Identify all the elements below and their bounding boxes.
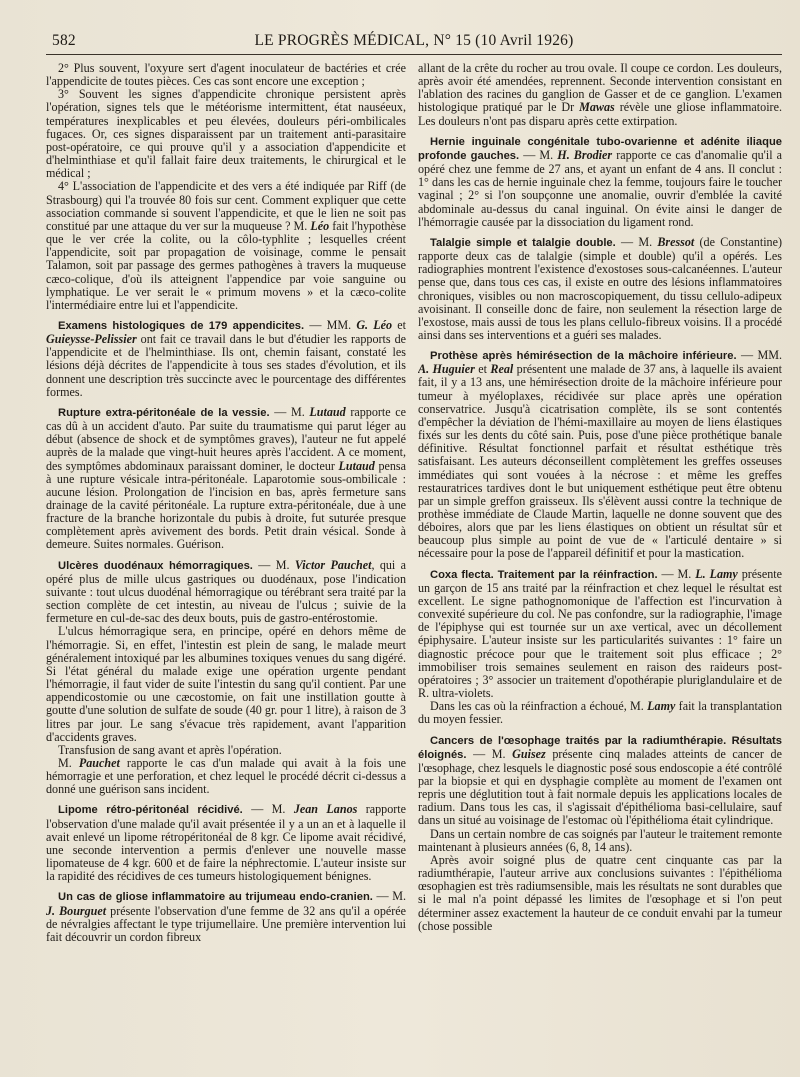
article-heading: Prothèse après hémirésection de la mâchoire inférieure.: [430, 350, 737, 363]
text: révèle une gliose inflammatoire. Les douleurs n'ont pas disparu après cette extirpation.: [418, 100, 782, 128]
article-lipome: [46, 803, 406, 883]
article-heading: Hernie inguinale congénitale tubo-ovarienne et adénite iliaque profonde gauches.: [418, 135, 782, 162]
author-name: Lamy: [647, 699, 676, 714]
text: présente cinq malades atteints de cancer de l'œsophage, chez lesquels le diagnostic posé sous endoscopie a été contrôlé par la biopsie et qui en dysphagie complète au moment de l'examen ont repris une déglutition tout à fait normale depuis les applications locales de radium. Dans tous les cas, il s'agissait d'épithélioma basi-cellulaire, sauf dans un situé au voisinage de l'estomac où l'épithélioma était cylindrique.: [418, 746, 782, 828]
author-name: Guieysse-Pelissier: [46, 332, 137, 347]
article-coxa-flecta: [418, 568, 782, 701]
author-name: Jean Lanos: [293, 802, 358, 817]
text: — M.: [274, 404, 305, 419]
author-name: A. Huguier: [418, 362, 475, 377]
author-name: Lutaud: [309, 404, 346, 419]
author-name: Bressot: [657, 234, 695, 249]
author-name: Victor Pauchet: [294, 557, 372, 572]
left-column: [46, 62, 406, 1062]
paragraph: 3° Souvent les signes d'appendicite chronique persistent après l'opération, signes tels que le météorisme intermittent, état nauséeux, températures inexplicables et peu élevées, douleurs péri-ombilicales fugaces. Or, ces signes disparaissent par un traitement anti-parasitaire post-opératoire, ce qui prouve qu'il y a association d'appendicite et d'helminthiase et qu'il fallait faire deux traitements, le chirurgical et le médical ;: [46, 87, 406, 181]
text: qui a opéré plus de mille ulcus gastriques ou duodénaux, pose l'indication suivante : tout ulcus duodénal hémorragique ou térébrant sera traité par la section complète de cet intestin, au niveau de l'ulcus ; suivie de la fermeture en cul-de-sac des deux bouts, puis de gastro-entérostomie.: [46, 557, 406, 626]
text: — M.: [621, 234, 653, 249]
article-prothese: [418, 349, 782, 561]
paragraph: [418, 700, 782, 726]
article-gliose: [46, 890, 406, 944]
author-name: H. Brodier: [557, 147, 613, 162]
text: 4° L'association de l'appendicite et des vers a été indiquée par Riff (de Strasbourg) qui l'a trouvée 80 fois sur cent. Comment expliquer que cette association commande si souvent l'appendicite, et que le lien ne soit pas constitué par une attaque du ver sur la muqueuse ? M.: [46, 179, 406, 233]
article-ulceres: Ulcères duodénaux hémorragiques. — M. Victor Pauchet, qui a opéré plus de mille ulcus gastriques ou duodénaux, pose l'indication suivante : tout ulcus duodénal hémorragique ou térébrant sera traité par la section complète de cet intestin, au niveau de l'ulcus ; suivie de la fermeture en cul-de-sac des deux bouts, puis de gastro-entérostomie.: [46, 557, 406, 626]
text: rapporte ce cas dû à un accident d'auto. Par suite du traumatisme qui parut léger au début (absence de shock et de symptômes graves), l'auteur ne fut appelé auprès de la malade que vingt-huit heures après l'accident. A ce moment, des symptômes abdominaux paraissant dominer, le docteur: [46, 404, 406, 473]
paragraph: Transfusion de sang avant et après l'opération.: [58, 742, 282, 757]
page-number: 582: [52, 32, 76, 49]
text: présente l'observation d'une femme de 32 ans qu'il a opérée de névralgies affectant le type trijumellaire. Une première intervention lui fait découvrir un cordon fibreux: [46, 903, 406, 944]
text: — M.: [376, 889, 406, 904]
author-name: G. Léo: [356, 317, 393, 332]
author-name: L. Lamy: [695, 566, 738, 581]
text: présentent une malade de 37 ans, à laquelle ils avaient fait, il y a 13 ans, une hémirésection droite de la mâchoire inférieure pour tumeur à myéloplaxes, récidivée sur place après une opération conservatrice. Jusqu'à cicatrisation complète, ils se sont contentés d'empêcher la déviation de l'hémi-maxillaire au moyen de liens élastiques fixés sur les dents du côté sain. Puis, pose d'une pièce prothétique banale définitive. Résultat fonctionnel parfait et résultat esthétique très satisfaisant. Les auteurs déconseillent complètement les greffes osseuses immédiates qui sont vouées à la nécrose : et même les greffes restauratrices tardives dont le but uniquement esthétique peut être obtenu par un simple greffon graisseux. Ils s'élèvent aussi contre la technique de prothèse immédiate de Claude Martin, laquelle ne donne souvent que des déboires, alors que par les liens élastiques on obtient un résultat sûr et beaucoup plus simple au point de vue de « l'articulé dentaire » si nécessaire pour la pose de l'appareil définitif et pour la mastication.: [418, 362, 782, 561]
text: M.: [58, 755, 72, 770]
text: — M.: [258, 557, 290, 572]
article-heading: Un cas de gliose inflammatoire au trijumeau endo-cranien.: [58, 891, 373, 904]
text: et: [478, 362, 487, 377]
article-histologie: [46, 319, 406, 399]
author-name: J. Bourguet: [46, 903, 107, 918]
paragraph: [46, 180, 406, 312]
text: fait la transplantation du moyen fessier.: [418, 699, 782, 727]
article-heading: Examens histologiques de 179 appendicites.: [58, 319, 305, 332]
text: pensa à une rupture vésicale intra-péritonéale. Laparotomie sous-ombilicale : aucune lésion. Prolongation de l'incision en bas, après fermeture sans drainage de la cavité péritonéale. La rupture extra-péritonéale, due à une fracture de la branche horizontale du pubis à droite, fut suturée presque complètement après avivement des bords. Petit drain vésical. Sonde à demeure. Suites normales. Guérison.: [46, 458, 406, 552]
author-name: Lutaud: [338, 458, 375, 473]
article-talalgie: [418, 236, 782, 342]
paragraph: Après avoir soigné plus de quatre cent cinquante cas par la radiumthérapie, l'auteur arrive aux conclusions suivantes : l'épithélioma œsophagien est très radiumsensible, mais les résultats ne sont durables que si le mal n'a point dépassé les limites de l'œsophage et si l'on peut déterminer assez exactement la hauteur de ce conduit envahi par la tumeur (chose possible: [418, 852, 782, 933]
text: (de Constantine) rapporte deux cas de talalgie (simple et double) qu'il a opérés. Les radiographies montrent l'existence d'exostoses sous-calcanéennes. L'auteur pense que, dans tous ces cas, il existe en outre des lésions inflammatoires chroniques, visibles ou non macroscopiquement, du tissu cellulo-adipeux avoisinant. Il conseille donc de faire, non seulement la résection large de l'exostose, mais aussi de tous les plans cellulo-fibreux voisins. Il a procédé ainsi dans ses interventions et a guéri ses malades.: [418, 234, 782, 342]
article-hernie: [418, 135, 782, 229]
text: — MM.: [741, 348, 782, 363]
paragraph: 2° Plus souvent, l'oxyure sert d'agent inoculateur de bactéries et crée l'appendicite de toutes pièces. Ces cas sont encore une exception ;: [46, 62, 406, 89]
text: présente un garçon de 15 ans traité par la réinfraction et chez lequel le résultat est excellent. Le signe pathognomonique de l'affection est l'incurvation à convexité supérieure du col. Ne pas confondre, sur la radiographie, l'image de l'épiphyse qui est tournée sur un axe vertical, avec un décollement épiphysaire. L'auteur insiste sur les particularités suivantes : 1° faire un diagnostic précoce pour que le traitement soit plus efficace ; 2° immobiliser trois semaines seulement en raison des raideurs post-opératoires ; 3° associer un traitement d'opothérapie pluriglandulaire et de R. ultra-violets.: [418, 566, 782, 701]
paragraph: [46, 757, 406, 796]
article-heading: Talalgie simple et talalgie double.: [430, 236, 616, 249]
paragraph: [418, 62, 782, 128]
text: rapporte le cas d'un malade qui avait à la fois une hémorragie et une perforation, et chez lequel le procédé décrit ci-dessus a donné une guérison sans incident.: [46, 755, 406, 797]
text: et: [397, 317, 406, 332]
article-heading: Rupture extra-péritonéale de la vessie.: [58, 406, 270, 419]
running-title: LE PROGRÈS MÉDICAL, N° 15 (10 Avril 1926): [254, 32, 574, 49]
author-name: Pauchet: [78, 755, 120, 770]
header-rule: [46, 54, 782, 55]
paragraph: Dans un certain nombre de cas soignés par l'auteur le traitement remonte maintenant à plusieurs années (6, 8, 14 ans).: [418, 826, 782, 854]
text: — M.: [523, 147, 554, 162]
article-heading: Cancers de l'œsophage traités par la radiumthérapie. Résultats éloignés.: [418, 734, 782, 761]
text: — M.: [473, 746, 506, 761]
paragraph: L'ulcus hémorragique sera, en principe, opéré en dehors même de l'hémorragie. Si, en effet, l'intestin est plein de sang, le malade meurt généralement intoxiqué par les albumines toxiques venues du sang digéré. Si l'état général du malade exige une opération urgente pendant l'hémorragie, il faut vider de suite l'intestin du sang qu'il contient. Par une appendicostomie ou une cæcostomie, on fait une instillation goutte à goutte d'une solution de sulfate de soude (40 gr. pour 1 litre), à raison de 3 litres par jour. Le sang s'évacue très rapidement, avant l'apparition d'accidents graves.: [46, 624, 406, 744]
text: rapporte ce cas d'anomalie qu'il a opéré chez une femme de 27 ans, et ayant un enfant de 4 ans. Il conclut : 1° dans les cas de hernie inguinale chez la femme, toujours faire le toucher vaginal ; 2° si l'on soupçonne une anomalie, ouvrir d'emblée la cavité abdominale au-dessus du canal inguinal. On évite ainsi le danger de l'hémorragie causée par la dissociation du ligament rond.: [418, 147, 782, 229]
author-name: Léo: [310, 218, 330, 233]
article-rupture-vessie: [46, 406, 406, 552]
text: — M.: [661, 566, 692, 581]
text: Dans les cas où la réinfraction a échoué, M.: [430, 699, 644, 714]
text: fait l'hypothèse que le ver crée la colite, ou la côlo-typhlite ; lesquelles créent l'appendicite, soit par propagation de voisinage, comme le pensait Talamon, soit par passage des germes pathogènes à travers la muqueuse cæco-colique, d'où ils atteignent l'appendice par voie sanguine ou lymphatique. Le ver serait le « primum movens » et la cæco-colite l'intermédiaire entre lui et l'appendicite.: [46, 218, 406, 312]
right-column: [418, 62, 782, 1062]
text: — MM.: [309, 317, 352, 332]
page-header: [46, 30, 782, 54]
text: — M.: [251, 802, 286, 817]
text: allant de la crête du rocher au trou ovale. Il coupe ce cordon. Les douleurs, après avoir été amendées, reprennent. Seconde intervention consistant en l'ablation des racines du ganglion de Gasser et de ce ganglion. L'examen histologique pratiqué par le Dr: [418, 62, 782, 115]
article-heading: Lipome rétro-péritonéal récidivé.: [58, 804, 243, 817]
article-cancers-oesophage: [418, 734, 782, 828]
text: ont fait ce travail dans le but d'étudier les rapports de l'appendicite et de l'helminthiase. Ils ont, chemin faisant, constaté les lésions déjà décrites de l'appendicite à tous ses stades d'évolution, et ils donnent une description très succincte avec le pourcentage des différentes formes.: [46, 332, 406, 399]
author-name: Real: [490, 362, 514, 377]
article-heading: Coxa flecta. Traitement par la réinfraction.: [430, 568, 658, 581]
article-heading: Ulcères duodénaux hémorragiques.: [58, 559, 253, 572]
author-name: Guisez: [512, 746, 546, 761]
author-name: Mawas: [579, 100, 615, 115]
text: rapporte l'observation d'une malade qu'il avait présentée il y a un an et à laquelle il avait enlevé un lipome rétropéritonéal de 8 kgr. Ce lipome avait récidivé, une seconde intervention a permis d'enlever une nouvelle masse lipomateuse de 4 kgr. 600 et de faire la néphrectomie. L'auteur insiste sur la rapidité des récidives de ces tumeurs histologiquement bénignes.: [46, 802, 406, 884]
